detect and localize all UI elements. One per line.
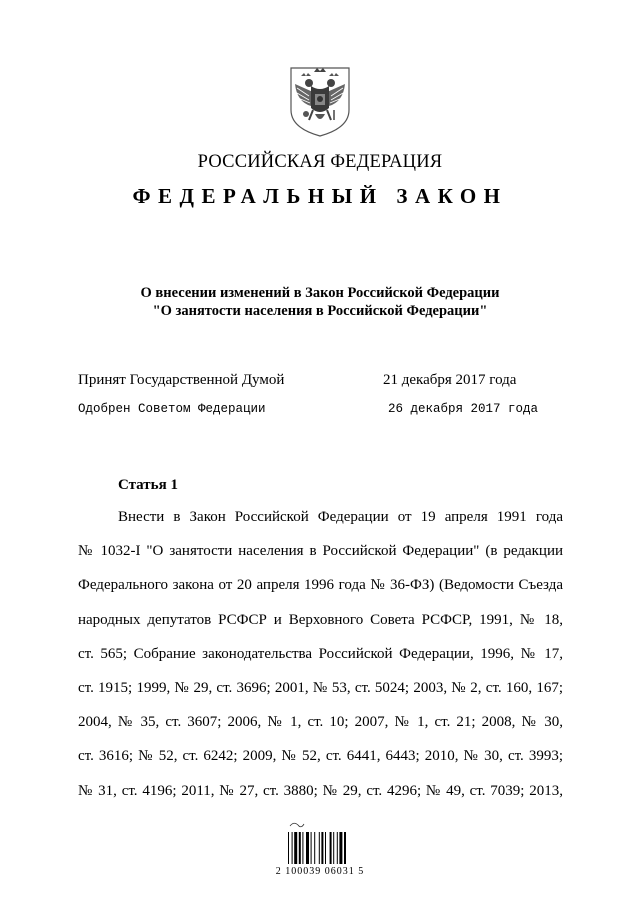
council-approval-date: 26 декабря 2017 года — [388, 402, 539, 416]
article-line: № 1032-I "О занятости населения в Российской Федерации" (в редакции — [78, 543, 563, 560]
duma-adoption-label: Принят Государственной Думой — [78, 372, 285, 388]
council-approval-label: Одобрен Советом Федерации — [78, 402, 266, 416]
article-line: 2004, № 35, ст. 3607; 2006, № 1, ст. 10; 2007, № 1, ст. 21; 2008, № 30, — [78, 714, 563, 731]
article-line: народных депутатов РСФСР и Верховного Совета РСФСР, 1991, № 18, — [78, 611, 563, 628]
law-title-line-2: "О занятости населения в Российской Федерации" — [152, 303, 488, 319]
document-type: ФЕДЕРАЛЬНЫЙ ЗАКОН — [132, 184, 508, 208]
law-title-line-1: О внесении изменений в Закон Российской Федерации — [140, 285, 500, 301]
barcode-number: 2 100039 06031 5 — [275, 866, 365, 877]
article-body — [78, 500, 563, 808]
article-line: Внести в Закон Российской Федерации от 19 апреля 1991 года — [118, 509, 563, 525]
article-line: Федерального закона от 20 апреля 1996 года № 36-ФЗ) (Ведомости Съезда — [78, 577, 563, 594]
article-heading: Статья 1 — [118, 477, 178, 493]
article-line: № 31, ст. 4196; 2011, № 27, ст. 3880; № 29, ст. 4296; № 49, ст. 7039; 2013, — [78, 782, 563, 799]
article-line: ст. 1915; 1999, № 29, ст. 3696; 2001, № 53, ст. 5024; 2003, № 2, ст. 160, 167; — [78, 679, 563, 696]
duma-adoption-date: 21 декабря 2017 года — [383, 372, 517, 388]
article-line: ст. 3616; № 52, ст. 6242; 2009, № 52, ст. 6441, 6443; 2010, № 30, ст. 3993; — [78, 748, 563, 765]
coat-of-arms-icon — [287, 62, 353, 138]
law-title — [0, 284, 640, 320]
article-line: ст. 565; Собрание законодательства Российской Федерации, 1996, № 17, — [78, 645, 563, 662]
country-name: РОССИЙСКАЯ ФЕДЕРАЦИЯ — [197, 152, 443, 172]
